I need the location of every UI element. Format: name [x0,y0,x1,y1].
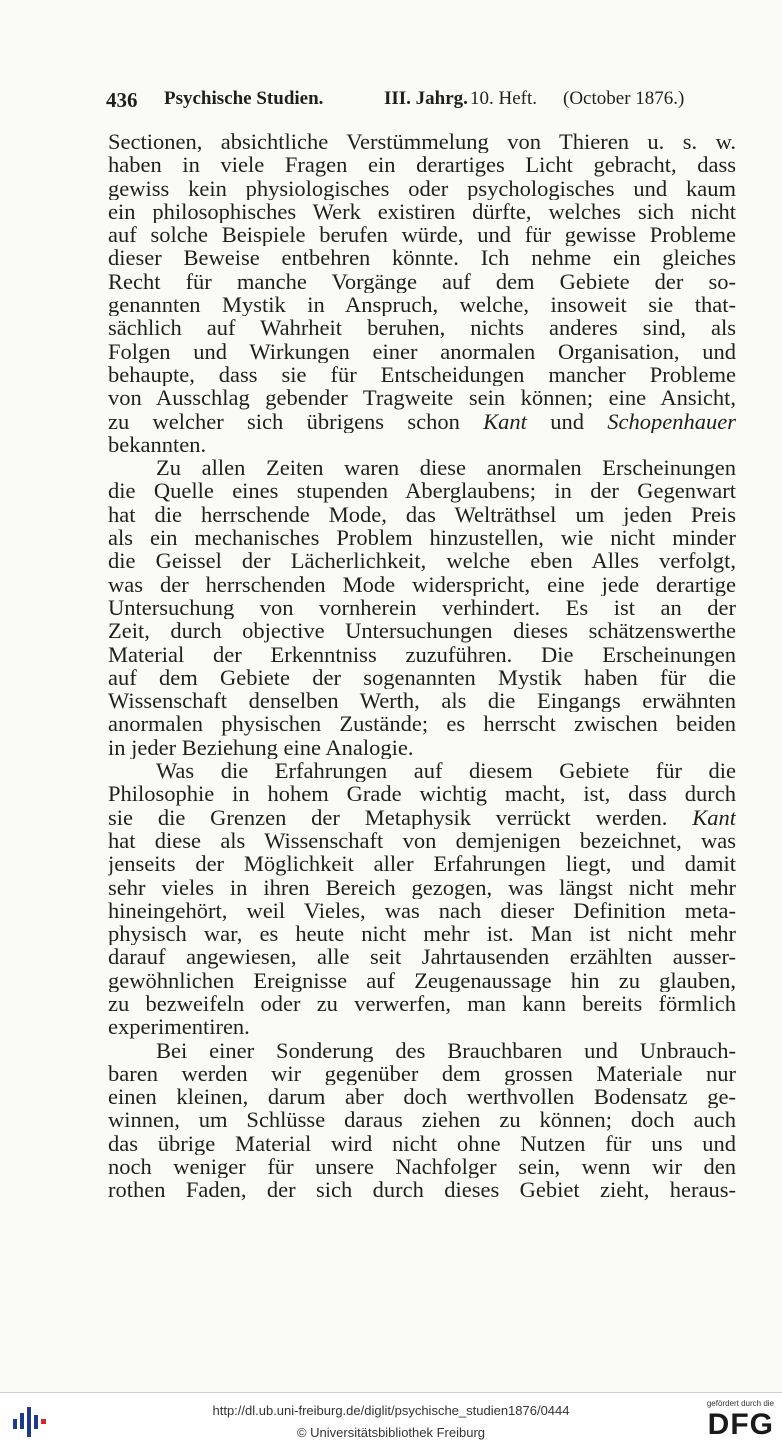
text-line: in jeder Beziehung eine Analogie. [108,735,414,760]
text-line: ein philosophisches Werk existiren dürfte, welches sich nicht [108,199,736,224]
text-line: jenseits der Möglichkeit aller Erfahrungen liegt, und damit [108,852,736,876]
text-line: Zu allen Zeiten waren diese anormalen Erscheinungen [156,456,736,480]
text-line: physisch war, es heute nicht mehr ist. Man ist nicht mehr [108,922,736,946]
text-line: die Quelle eines stupenden Aberglaubens; in der Gegenwart [108,479,736,503]
text-line: darauf angewiesen, alle seit Jahrtausenden erzählten ausser- [108,945,736,969]
text-line: einen kleinen, darum aber doch werthvollen Bodensatz ge- [108,1085,736,1109]
issue-number: 10. Heft. [470,88,538,109]
text-line: Sectionen, absichtliche Verstümmelung von Thieren u. s. w. [108,130,736,154]
text-line [108,410,736,433]
text-line: haben in viele Fragen ein derartiges Licht gebracht, dass [108,153,736,177]
dfg-logo [690,1399,774,1447]
text-run: zu welcher sich übrigens schon [108,409,484,433]
text-line: gewöhnlichen Ereignisse auf Zeugenaussage hin zu glauben, [108,968,736,992]
text-line: hat diese als Wissenschaft von demjenigen bezeichnet, was [108,828,736,853]
text-line: Philosophie in hohem Grade wichtig macht, ist, dass durch [108,782,736,806]
text-line: baren werden wir gegenüber dem grossen Materiale nur [108,1061,736,1086]
text-line: anormalen physischen Zustände; es herrscht zwischen beiden [108,712,736,736]
italic-name: Schopenhauer [607,409,736,433]
issue-date: (October 1876.) [563,88,685,109]
body-text [108,130,736,1202]
text-line [108,806,736,829]
text-line: was der herrschenden Mode widerspricht, eine jede derartige [108,572,736,596]
running-header [106,88,736,118]
text-line: sehr vieles in ihren Bereich gezogen, was längst nicht mehr [108,875,736,899]
text-line: noch weniger für unsere Nachfolger sein, wenn wir den [108,1155,736,1179]
journal-title: Psychische Studien. [164,88,324,109]
text-line: von Ausschlag gebender Tragweite sein können; eine Ansicht, [108,386,736,410]
text-line: behaupte, dass sie für Entscheidungen mancher Probleme [108,362,736,387]
text-run: sie die Grenzen der Metaphysik verrückt werden. [108,805,693,829]
text-line: bekannten. [108,432,207,457]
text-line: Material der Erkenntniss zuzuführen. Die Erscheinungen [108,642,736,666]
text-line: experimentiren. [108,1015,250,1039]
text-line: gewiss kein physiologisches oder psychologisches und kaum [108,176,736,200]
text-line: hat die herrschende Mode, das Welträthsel um jeden Preis [108,502,736,527]
copyright-notice: © Universitätsbibliothek Freiburg [296,1425,486,1440]
text-line: Folgen und Wirkungen einer anormalen Organisation, und [108,339,736,363]
text-run: und [526,409,608,433]
text-line: Recht für manche Vorgänge auf dem Gebiete der so- [108,269,736,294]
text-line: Zeit, durch objective Untersuchungen dieses schätzenswerthe [108,619,736,643]
page-number: 436 [106,88,138,112]
text-line: Untersuchung von vornherein verhindert. Es ist an der [108,595,736,620]
viewer-footer [0,1392,782,1451]
text-line: auf solche Beispiele berufen würde, und für gewisse Probleme [108,223,736,247]
italic-name: Kant [483,409,527,433]
italic-name: Kant [692,805,736,829]
text-line: Bei einer Sonderung des Brauchbaren und Unbrauch- [156,1038,736,1062]
text-line: Was die Erfahrungen auf diesem Gebiete für die [156,759,736,783]
dfg-tagline: gefördert durch die [706,1399,774,1408]
text-line: hineingehört, weil Vieles, was nach dieser Definition meta- [108,898,736,923]
text-line: sächlich auf Wahrheit beruhen, nichts anderes sind, als [108,316,736,340]
volume-year: III. Jahrg. [384,88,468,109]
text-line: rothen Faden, der sich durch dieses Gebiet zieht, heraus- [108,1178,736,1202]
text-line: dieser Beweise entbehren könnte. Ich nehme ein gleiches [108,246,736,270]
dfg-wordmark: DFG [707,1408,774,1441]
permalink-url[interactable]: http://dl.ub.uni-freiburg.de/diglit/psychische_studien1876/0444 [212,1403,570,1418]
text-line: winnen, um Schlüsse daraus ziehen zu können; doch auch [108,1108,736,1132]
text-line: Wissenschaft denselben Werth, als die Eingangs erwähnten [108,689,736,713]
text-line: die Geissel der Lächerlichkeit, welche eben Alles verfolgt, [108,549,736,573]
text-line: das übrige Material wird nicht ohne Nutzen für uns und [108,1131,736,1156]
text-line: zu bezweifeln oder zu verwerfen, man kann bereits förmlich [108,991,736,1016]
text-line: genannten Mystik in Anspruch, welche, insoweit sie that- [108,293,736,317]
text-line: als ein mechanisches Problem hinzustellen, wie nicht minder [108,526,736,550]
text-line: auf dem Gebiete der sogenannten Mystik haben für die [108,665,736,690]
